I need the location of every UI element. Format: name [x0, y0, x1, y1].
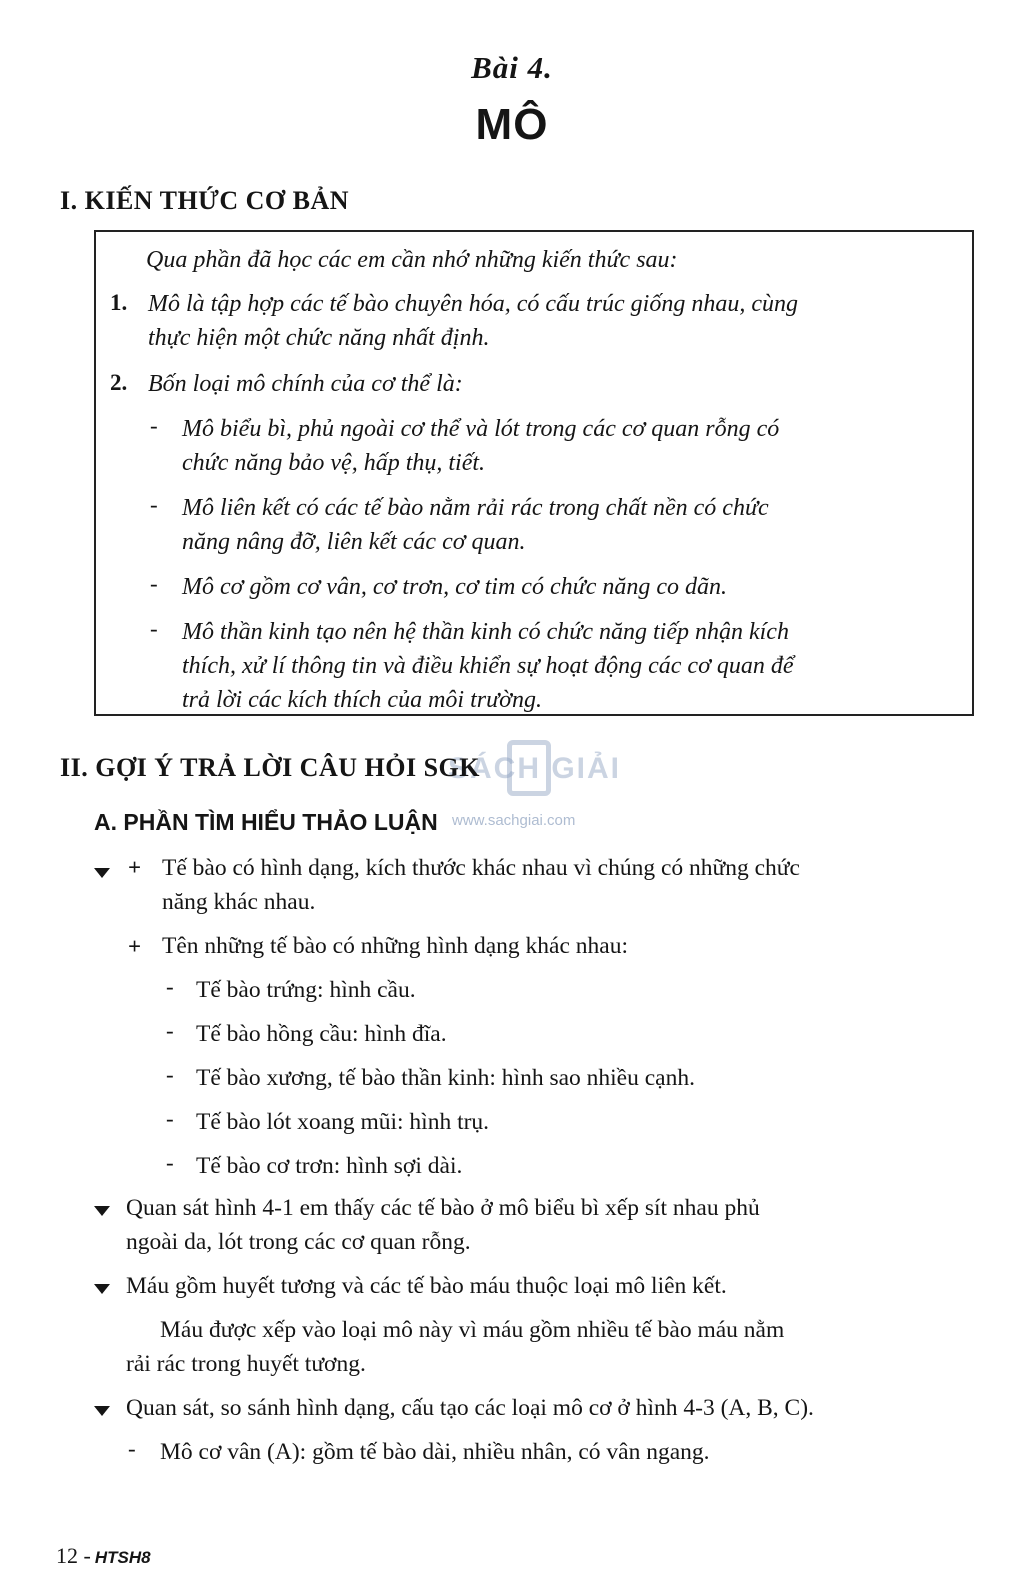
answer3-line3: rải rác trong huyết tương. — [126, 1351, 366, 1377]
answer4-line2: Mô cơ vân (A): gồm tế bào dài, nhiều nhân, có vân ngang. — [160, 1439, 710, 1465]
plus-bullet: + — [128, 855, 142, 880]
cell-item-smooth-muscle: Tế bào cơ trơn: hình sợi dài. — [196, 1153, 463, 1179]
triangle-bullet-icon — [94, 868, 110, 878]
lesson-title: MÔ — [475, 100, 549, 149]
cell-dash: - — [166, 1018, 174, 1043]
answer2-line1: Quan sát hình 4-1 em thấy các tế bào ở mô biểu bì xếp sít nhau phủ — [126, 1195, 760, 1221]
cell-dash: - — [166, 1062, 174, 1087]
watermark-url: www.sachgiai.com — [452, 812, 576, 829]
subheading-discussion: A. PHẦN TÌM HIỂU THẢO LUẬN — [94, 809, 438, 835]
section-heading-basic-knowledge: I. KIẾN THỨC CƠ BẢN — [60, 186, 350, 215]
cell-dash: - — [166, 1106, 174, 1131]
item1-line1: Mô là tập hợp các tế bào chuyên hóa, có cấu trúc giống nhau, cùng — [148, 291, 799, 317]
plus-bullet: + — [128, 934, 142, 959]
answer2-line2: ngoài da, lót trong các cơ quan rỗng. — [126, 1229, 471, 1255]
cell-item-bone-nerve: Tế bào xương, tế bào thần kinh: hình sao nhiều cạnh. — [196, 1065, 695, 1091]
box-intro: Qua phần đã học các em cần nhớ những kiến thức sau: — [146, 247, 678, 273]
answer1-line3: Tên những tế bào có những hình dạng khác nhau: — [162, 933, 628, 959]
answer3-line2: Máu được xếp vào loại mô này vì máu gồm nhiều tế bào máu nằm — [160, 1317, 785, 1343]
answer4-dash: - — [128, 1436, 136, 1461]
bullet-dash: - — [150, 492, 158, 517]
bullet2-line2: năng nâng đỡ, liên kết các cơ quan. — [182, 529, 526, 555]
bullet-dash: - — [150, 616, 158, 641]
section-heading-suggested-answers: II. GỢI Ý TRẢ LỜI CÂU HỎI SGK — [60, 753, 480, 782]
bullet-dash: - — [150, 571, 158, 596]
answer1-line2: năng khác nhau. — [162, 889, 316, 915]
item2-text: Bốn loại mô chính của cơ thể là: — [148, 371, 463, 397]
cell-item-red-blood: Tế bào hồng cầu: hình đĩa. — [196, 1021, 447, 1047]
cell-item-nasal: Tế bào lót xoang mũi: hình trụ. — [196, 1109, 490, 1135]
watermark-text: SÁCH GIẢI — [448, 752, 622, 785]
answer4-line1: Quan sát, so sánh hình dạng, cấu tạo các loại mô cơ ở hình 4-3 (A, B, C). — [126, 1395, 814, 1421]
bullet4-line3: trả lời các kích thích của môi trường. — [182, 687, 542, 713]
cell-dash: - — [166, 974, 174, 999]
item-number-2: 2. — [110, 370, 128, 395]
item-number-1: 1. — [110, 290, 128, 315]
bullet4-line2: thích, xử lí thông tin và điều khiển sự hoạt động các cơ quan để — [182, 653, 794, 679]
cell-dash: - — [166, 1150, 174, 1175]
page-footer — [56, 1543, 151, 1569]
lesson-label: Bài 4. — [471, 50, 553, 85]
bullet3-line1: Mô cơ gồm cơ vân, cơ trơn, cơ tim có chức năng co dãn. — [182, 574, 728, 600]
triangle-bullet-icon — [94, 1206, 110, 1216]
triangle-bullet-icon — [94, 1284, 110, 1294]
bullet4-line1: Mô thần kinh tạo nên hệ thần kinh có chức năng tiếp nhận kích — [182, 619, 789, 645]
item1-line2: thực hiện một chức năng nhất định. — [148, 325, 490, 351]
bullet-dash: - — [150, 413, 158, 438]
page-number: 12 - — [56, 1543, 91, 1568]
answer3-line1: Máu gồm huyết tương và các tế bào máu thuộc loại mô liên kết. — [126, 1273, 727, 1299]
cell-item-egg: Tế bào trứng: hình cầu. — [196, 977, 416, 1003]
bullet1-line1: Mô biểu bì, phủ ngoài cơ thể và lót trong các cơ quan rỗng có — [182, 416, 780, 442]
answer1-line1: Tế bào có hình dạng, kích thước khác nhau vì chúng có những chức — [162, 855, 800, 881]
bullet1-line2: chức năng bảo vệ, hấp thụ, tiết. — [182, 450, 486, 476]
bullet2-line1: Mô liên kết có các tế bào nằm rải rác trong chất nền có chức — [182, 495, 769, 521]
book-code: HTSH8 — [94, 1548, 151, 1567]
triangle-bullet-icon — [94, 1406, 110, 1416]
